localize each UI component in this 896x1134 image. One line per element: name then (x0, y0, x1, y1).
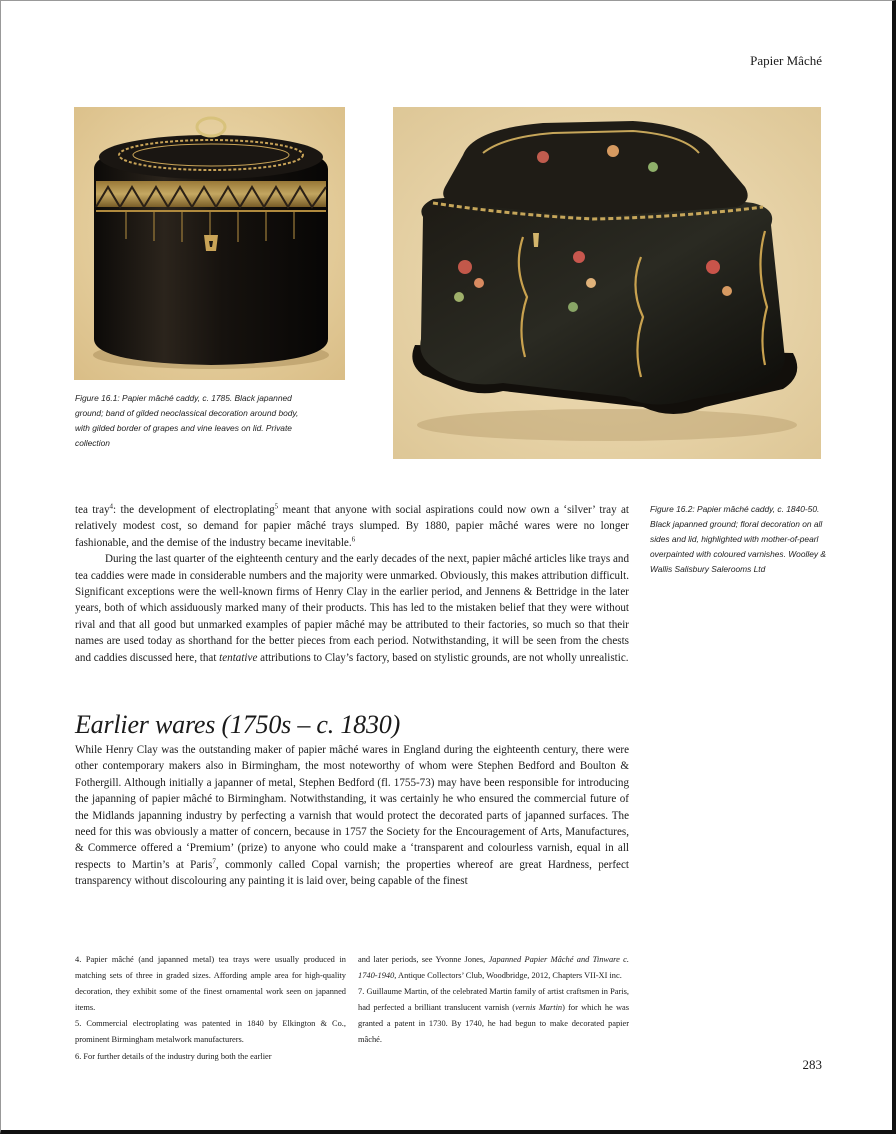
paragraph-continuation: tea tray$^4$: the development of electroplating$^5$ meant that anyone with social aspirations could now own a ‘silver’ tray at relatively modest cost, so demand for papier mâché trays slumped. By 1880, papier mâché wares were no longer fashionable, and the demise of the industry became inevitable.$^6$ (75, 502, 629, 549)
footnotes-left (75, 952, 346, 1065)
note-ref-5[interactable]: 5 (274, 502, 279, 511)
figure-16-1-photo (74, 107, 345, 380)
figure-16-2-caption: Figure 16.2: Papier mâché caddy, c. 1840-50. Black japanned ground; floral decoration on all sides and lid, highlighted with mother-of-pearl overpainted with coloured varnishes. Woolley & Wallis Salisbury Salerooms Ltd (650, 504, 826, 574)
footnote-4: 4. Papier mâché (and japanned metal) tea trays were usually produced in matching sets of three in graded sizes. Affording ample area for high-quality decoration, they exhibit some of the finest ornamental work seen on japanned items. (75, 955, 346, 1013)
section-heading: Earlier wares (1750s – c. 1830) (75, 710, 401, 739)
footnotes-right (358, 952, 629, 1049)
running-head: Papier Mâché (750, 53, 822, 68)
paragraph-earlier-wares: While Henry Clay was the outstanding maker of papier mâché wares in England during the eighteenth century, there were other contemporary makers also in Birmingham, the most noteworthy of whom were Stephen Bedford and Boulton & Fothergill. Although initially a japanner of metal, Stephen Bedford (fl. 1755-73) may have been responsible for introducing the japanning of papier mâché to Birmingham. Notwithstanding, it was certainly he who ensured the commercial future of the Midlands japanning industry by perfecting a varnish that would protect the decorated parts of japanned surfaces. The need for this was obviously a matter of concern, because in 1757 the Society for the Encouragement of Arts, Manufactures, & Commerce offered a ‘Premium’ (prize) to anyone who could make a ‘transparent and colourless varnish, equal in all respects to Martin’s at Paris$^7$, commonly called Copal varnish; the properties whereof are great Hardness, perfect transparency without discolouring any painting it is laid over, being capable of the finest (75, 744, 629, 888)
note-ref-4[interactable]: 4 (109, 502, 114, 511)
paragraph-attribution: During the last quarter of the eighteenth century and the early decades of the next, papier mâché articles like trays and tea caddies were made in considerable numbers and the majority were unmarked. Obviously, this makes attribution difficult. Significant exceptions were the well-known firms of Henry Clay in the earlier period, and Jennens & Bettridge in the later years, both of which assiduously marked many of their products. This has led to the mistaken belief that they were without rival and that all good but unmarked examples of papier mâché may be attributed to their factories, so much so that their names are used today as shorthand for the better pieces from each period. Notwithstanding, it will be seen from the chests and caddies discussed here, that tentative attributions to Clay’s factory, based on stylistic grounds, are not wholly unrealistic. (75, 553, 629, 664)
figure-16-2-photo (393, 107, 821, 459)
footnote-5: 5. Commercial electroplating was patented in 1840 by Elkington & Co., prominent Birmingham metalwork manufacturers. (75, 1019, 346, 1045)
page-number: 283 (802, 1057, 822, 1072)
note-ref-6[interactable]: 6 (351, 535, 356, 544)
body-text-upper (75, 502, 629, 666)
footnote-7: 7. Guillaume Martin, of the celebrated Martin family of artist craftsmen in Paris, had perfected a brilliant translucent varnish (vernis Martin) for which he was granted a patent in 1730. By 1740, he had begun to make decorated papier mâché. (358, 987, 630, 1045)
footnote-6: 6. For further details of the industry during both the earlier (75, 1051, 272, 1061)
footnote-6-continued: and later periods, see Yvonne Jones, Japanned Papier Mâché and Tinware c. 1740-1940, Antique Collectors’ Club, Woodbridge, 2012, Chapters VII-XI inc. (358, 955, 629, 981)
note-ref-7[interactable]: 7 (212, 857, 216, 866)
body-text-lower (75, 742, 629, 890)
figure-16-1-caption: Figure 16.1: Papier mâché caddy, c. 1785. Black japanned ground; band of gilded neoclassical decoration around body, with gilded border of grapes and vine leaves on lid. Private collection (75, 393, 299, 448)
